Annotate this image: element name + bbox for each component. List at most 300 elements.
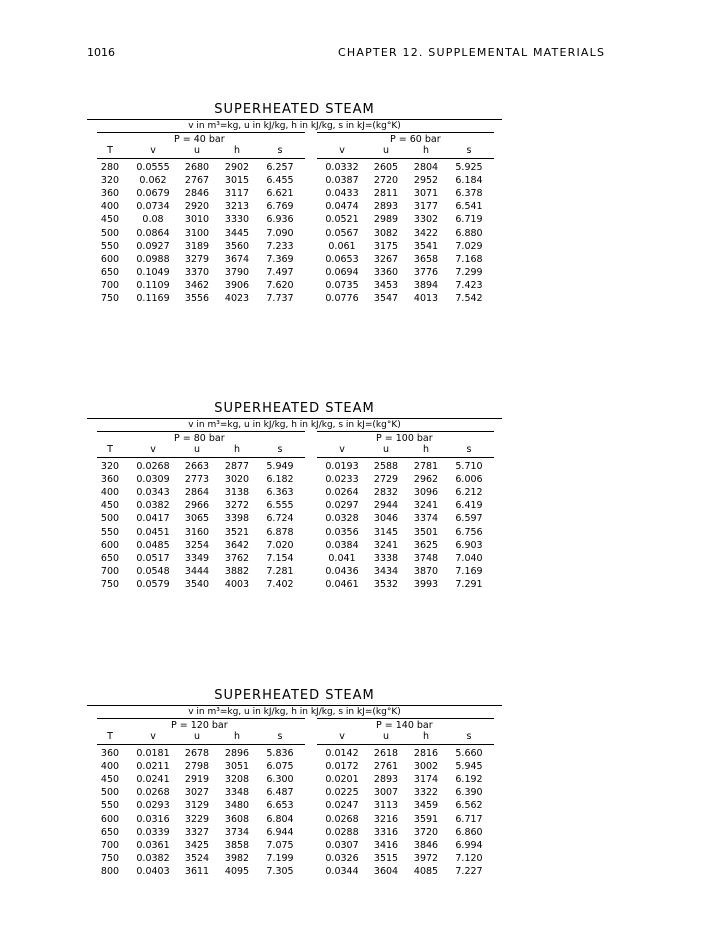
- table-cell: 6.860: [455, 826, 483, 838]
- table-cell: 7.299: [455, 266, 483, 278]
- table-cell: 3608: [224, 813, 250, 825]
- table-cell: 3241: [373, 539, 399, 551]
- table-cell: 6.075: [266, 761, 294, 773]
- table-cell: 2767: [184, 175, 210, 187]
- table-cell: 3515: [373, 852, 399, 864]
- table-cell: 6.719: [455, 214, 483, 226]
- table-title: [87, 401, 502, 416]
- table-cell: 0.0316: [136, 813, 170, 825]
- table-cell: 7.154: [266, 552, 294, 564]
- table-cell: 6.455: [266, 175, 294, 187]
- column-header: s: [277, 145, 283, 156]
- table-cell: 6.936: [266, 214, 294, 226]
- table-cell: 3208: [224, 774, 250, 786]
- table-cell: 0.062: [139, 175, 167, 187]
- table-cell: 2729: [373, 474, 399, 486]
- table-cell: 3480: [224, 800, 250, 812]
- rule-top: [87, 418, 502, 419]
- table-cell: 6.878: [266, 526, 294, 538]
- table-cell: 3189: [184, 240, 210, 252]
- table-cell: 2846: [184, 188, 210, 200]
- column-header: h: [422, 444, 430, 455]
- table-cell: 3720: [413, 826, 439, 838]
- table-cell: 2962: [413, 474, 439, 486]
- table-cell: 0.0461: [325, 578, 359, 590]
- table-cell: 6.192: [455, 774, 483, 786]
- table-cell: 600: [100, 813, 120, 825]
- table-cell: 0.0356: [325, 526, 359, 538]
- table-cell: 2893: [373, 201, 399, 213]
- table-cell: 3547: [373, 293, 399, 304]
- table-cell: 0.0735: [325, 279, 359, 291]
- table-cell: 750: [100, 578, 120, 590]
- table-cell: 360: [100, 188, 120, 200]
- table-cell: 6.944: [266, 826, 294, 838]
- table-cell: 2902: [224, 162, 250, 173]
- table-cell: 0.0694: [325, 266, 359, 278]
- table-cell: 3272: [224, 500, 250, 512]
- table-cell: 3501: [413, 526, 439, 538]
- steam-table-3: [87, 688, 502, 885]
- table-cell: 0.0433: [325, 188, 359, 200]
- table-cell: 6.717: [455, 813, 483, 825]
- table-cell: 0.0474: [325, 201, 359, 213]
- right-pressure-label: P = 60 bar: [390, 134, 441, 145]
- table-cell: 0.0382: [136, 500, 170, 512]
- table-cell: 2919: [184, 774, 210, 786]
- column-header: T: [107, 731, 113, 742]
- table-cell: 3374: [413, 513, 439, 525]
- table-cell: 3611: [184, 865, 210, 877]
- table-cell: 3674: [224, 253, 250, 265]
- table-title-text: SUPERHEATED STEAM: [214, 102, 375, 117]
- column-header: u: [193, 145, 201, 156]
- table-cell: 2588: [373, 461, 399, 472]
- table-cell: 700: [100, 565, 120, 577]
- table-cell: 0.0517: [136, 552, 170, 564]
- column-header: u: [382, 145, 390, 156]
- table-cell: 3007: [373, 787, 399, 799]
- table-cell: 3327: [184, 826, 210, 838]
- rule-left-pressure: [97, 718, 305, 719]
- table-cell: 0.0403: [136, 865, 170, 877]
- table-cell: 3160: [184, 526, 210, 538]
- table-cell: 6.184: [455, 175, 483, 187]
- table-cell: 3906: [224, 279, 250, 291]
- table-cell: 5.945: [455, 761, 483, 773]
- column-header: u: [382, 444, 390, 455]
- table-cell: 5.836: [266, 748, 294, 759]
- table-cell: 0.0679: [136, 188, 170, 200]
- table-cell: 0.0332: [325, 162, 359, 173]
- chapter-title: CHAPTER 12. SUPPLEMENTAL MATERIALS: [338, 46, 606, 59]
- table-cell: 6.390: [455, 787, 483, 799]
- table-cell: 0.1109: [136, 279, 170, 291]
- table-cell: 3279: [184, 253, 210, 265]
- table-cell: 2680: [184, 162, 210, 173]
- table-cell: 3174: [413, 774, 439, 786]
- table-cell: 360: [100, 474, 120, 486]
- table-cell: 7.029: [455, 240, 483, 252]
- table-cell: 3046: [373, 513, 399, 525]
- table-cell: 2989: [373, 214, 399, 226]
- table-cell: 3065: [184, 513, 210, 525]
- table-cell: 0.0297: [325, 500, 359, 512]
- table-cell: 3302: [413, 214, 439, 226]
- column-header: u: [193, 444, 201, 455]
- table-cell: 5.660: [455, 748, 483, 759]
- table-cell: 0.0548: [136, 565, 170, 577]
- table-cell: 3444: [184, 565, 210, 577]
- table-cell: 700: [100, 839, 120, 851]
- table-cell: 2761: [373, 761, 399, 773]
- table-cell: 0.0361: [136, 839, 170, 851]
- table-cell: 0.0211: [136, 761, 170, 773]
- table-cell: 3858: [224, 839, 250, 851]
- table-cell: 7.120: [455, 852, 483, 864]
- table-cell: 0.0328: [325, 513, 359, 525]
- table-cell: 3145: [373, 526, 399, 538]
- table-cell: 0.0233: [325, 474, 359, 486]
- table-cell: 2944: [373, 500, 399, 512]
- table-cell: 6.487: [266, 787, 294, 799]
- table-cell: 4095: [224, 865, 250, 877]
- table-cell: 2952: [413, 175, 439, 187]
- rule-header-left: [97, 457, 305, 458]
- table-cell: 280: [100, 162, 120, 173]
- table-cell: 6.363: [266, 487, 294, 499]
- column-header: s: [277, 731, 283, 742]
- column-header: v: [150, 731, 156, 742]
- table-cell: 3267: [373, 253, 399, 265]
- steam-table-1: [87, 102, 502, 312]
- column-header: v: [339, 145, 345, 156]
- table-cell: 3972: [413, 852, 439, 864]
- units-line: v in m³=kg, u in kJ/kg, h in kJ/kg, s in kJ=(kg°K): [188, 420, 401, 430]
- rule-left-pressure: [97, 431, 305, 432]
- table-cell: 2832: [373, 487, 399, 499]
- table-cell: 7.423: [455, 279, 483, 291]
- rule-header-left: [97, 744, 305, 745]
- table-cell: 450: [100, 774, 120, 786]
- table-cell: 3322: [413, 787, 439, 799]
- table-cell: 3138: [224, 487, 250, 499]
- table-cell: 0.0653: [325, 253, 359, 265]
- steam-table-2: [87, 401, 502, 598]
- table-cell: 0.0567: [325, 227, 359, 239]
- table-cell: 3175: [373, 240, 399, 252]
- table-cell: 0.0326: [325, 852, 359, 864]
- table-cell: 320: [100, 175, 120, 187]
- table-cell: 6.257: [266, 162, 294, 173]
- table-cell: 5.710: [455, 461, 483, 472]
- table-cell: 450: [100, 214, 120, 226]
- table-cell: 0.08: [142, 214, 164, 226]
- table-cell: 2605: [373, 162, 399, 173]
- table-cell: 6.597: [455, 513, 483, 525]
- table-cell: 3416: [373, 839, 399, 851]
- rule-header-right: [317, 158, 494, 159]
- table-cell: 3762: [224, 552, 250, 564]
- column-header: v: [150, 444, 156, 455]
- table-cell: 400: [100, 487, 120, 499]
- table-cell: 0.041: [328, 552, 356, 564]
- table-cell: 6.300: [266, 774, 294, 786]
- table-cell: 3229: [184, 813, 210, 825]
- table-cell: 0.1049: [136, 266, 170, 278]
- table-cell: 2893: [373, 774, 399, 786]
- table-cell: 2678: [184, 748, 210, 759]
- table-cell: 0.0268: [136, 787, 170, 799]
- table-cell: 6.562: [455, 800, 483, 812]
- rule-right-pressure: [317, 431, 494, 432]
- table-cell: 7.168: [455, 253, 483, 265]
- table-cell: 550: [100, 240, 120, 252]
- table-cell: 0.1169: [136, 293, 170, 304]
- left-pressure-label: P = 40 bar: [174, 134, 225, 145]
- table-cell: 7.305: [266, 865, 294, 877]
- table-cell: 0.061: [328, 240, 356, 252]
- table-cell: 3776: [413, 266, 439, 278]
- table-cell: 700: [100, 279, 120, 291]
- page-number: 1016: [87, 46, 115, 59]
- column-header: h: [233, 731, 241, 742]
- table-cell: 400: [100, 201, 120, 213]
- table-cell: 0.0268: [325, 813, 359, 825]
- table-cell: 3882: [224, 565, 250, 577]
- table-cell: 2816: [413, 748, 439, 759]
- table-cell: 3002: [413, 761, 439, 773]
- table-cell: 6.541: [455, 201, 483, 213]
- column-header: T: [107, 145, 113, 156]
- table-cell: 7.169: [455, 565, 483, 577]
- table-cell: 500: [100, 227, 120, 239]
- table-cell: 3398: [224, 513, 250, 525]
- table-cell: 360: [100, 748, 120, 759]
- table-cell: 3241: [413, 500, 439, 512]
- table-cell: 3254: [184, 539, 210, 551]
- rule-top: [87, 119, 502, 120]
- table-cell: 0.0436: [325, 565, 359, 577]
- table-cell: 4023: [224, 293, 250, 304]
- table-cell: 6.182: [266, 474, 294, 486]
- table-cell: 3213: [224, 201, 250, 213]
- table-cell: 7.075: [266, 839, 294, 851]
- table-cell: 0.0384: [325, 539, 359, 551]
- table-cell: 5.949: [266, 461, 294, 472]
- table-cell: 400: [100, 761, 120, 773]
- rule-header-right: [317, 744, 494, 745]
- table-cell: 7.291: [455, 578, 483, 590]
- table-cell: 0.0193: [325, 461, 359, 472]
- table-cell: 0.0142: [325, 748, 359, 759]
- table-cell: 6.378: [455, 188, 483, 200]
- table-cell: 2720: [373, 175, 399, 187]
- table-cell: 6.903: [455, 539, 483, 551]
- table-cell: 3051: [224, 761, 250, 773]
- table-cell: 0.0451: [136, 526, 170, 538]
- table-cell: 0.0268: [136, 461, 170, 472]
- table-title: [87, 102, 502, 117]
- table-cell: 6.756: [455, 526, 483, 538]
- table-cell: 0.0417: [136, 513, 170, 525]
- table-cell: 650: [100, 826, 120, 838]
- table-cell: 600: [100, 539, 120, 551]
- table-cell: 6.994: [455, 839, 483, 851]
- table-cell: 2896: [224, 748, 250, 759]
- left-pressure-label: P = 120 bar: [171, 720, 228, 731]
- table-cell: 6.621: [266, 188, 294, 200]
- table-cell: 3658: [413, 253, 439, 265]
- table-cell: 2618: [373, 748, 399, 759]
- table-title: [87, 688, 502, 703]
- table-cell: 6.419: [455, 500, 483, 512]
- table-cell: 3532: [373, 578, 399, 590]
- table-cell: 7.497: [266, 266, 294, 278]
- units-line: v in m³=kg, u in kJ/kg, h in kJ/kg, s in kJ=(kg°K): [188, 707, 401, 717]
- table-cell: 2811: [373, 188, 399, 200]
- table-cell: 3560: [224, 240, 250, 252]
- table-cell: 0.0307: [325, 839, 359, 851]
- rule-left-pressure: [97, 132, 305, 133]
- rule-header-right: [317, 457, 494, 458]
- table-cell: 3541: [413, 240, 439, 252]
- table-cell: 600: [100, 253, 120, 265]
- table-cell: 2804: [413, 162, 439, 173]
- table-cell: 3540: [184, 578, 210, 590]
- table-cell: 0.0864: [136, 227, 170, 239]
- table-cell: 3604: [373, 865, 399, 877]
- column-header: s: [466, 731, 472, 742]
- table-cell: 6.212: [455, 487, 483, 499]
- table-cell: 7.369: [266, 253, 294, 265]
- table-cell: 3015: [224, 175, 250, 187]
- table-cell: 3348: [224, 787, 250, 799]
- column-header: v: [150, 145, 156, 156]
- rule-right-pressure: [317, 718, 494, 719]
- table-cell: 0.0927: [136, 240, 170, 252]
- table-cell: 3316: [373, 826, 399, 838]
- right-pressure-label: P = 100 bar: [376, 433, 433, 444]
- column-header: u: [382, 731, 390, 742]
- table-cell: 4013: [413, 293, 439, 304]
- table-cell: 500: [100, 787, 120, 799]
- table-cell: 7.281: [266, 565, 294, 577]
- table-cell: 3010: [184, 214, 210, 226]
- column-header: u: [193, 731, 201, 742]
- right-pressure-label: P = 140 bar: [376, 720, 433, 731]
- column-header: h: [233, 145, 241, 156]
- table-cell: 3082: [373, 227, 399, 239]
- units-line: v in m³=kg, u in kJ/kg, h in kJ/kg, s in kJ=(kg°K): [188, 121, 401, 131]
- table-cell: 0.0172: [325, 761, 359, 773]
- column-header: v: [339, 731, 345, 742]
- table-cell: 0.0201: [325, 774, 359, 786]
- table-cell: 0.0293: [136, 800, 170, 812]
- column-header: h: [422, 145, 430, 156]
- table-cell: 3117: [224, 188, 250, 200]
- table-cell: 0.0339: [136, 826, 170, 838]
- rule-header-left: [97, 158, 305, 159]
- table-cell: 3100: [184, 227, 210, 239]
- table-cell: 3129: [184, 800, 210, 812]
- table-cell: 0.0485: [136, 539, 170, 551]
- table-cell: 3524: [184, 852, 210, 864]
- table-cell: 2877: [224, 461, 250, 472]
- table-cell: 650: [100, 266, 120, 278]
- table-cell: 4085: [413, 865, 439, 877]
- table-cell: 4003: [224, 578, 250, 590]
- table-cell: 0.0225: [325, 787, 359, 799]
- table-cell: 7.542: [455, 293, 483, 304]
- table-cell: 7.040: [455, 552, 483, 564]
- table-cell: 2798: [184, 761, 210, 773]
- table-title-text: SUPERHEATED STEAM: [214, 688, 375, 703]
- left-pressure-label: P = 80 bar: [174, 433, 225, 444]
- table-cell: 0.0734: [136, 201, 170, 213]
- table-cell: 3096: [413, 487, 439, 499]
- table-cell: 3982: [224, 852, 250, 864]
- table-cell: 6.653: [266, 800, 294, 812]
- table-cell: 0.0241: [136, 774, 170, 786]
- table-cell: 650: [100, 552, 120, 564]
- table-cell: 0.0387: [325, 175, 359, 187]
- table-cell: 6.724: [266, 513, 294, 525]
- table-cell: 3020: [224, 474, 250, 486]
- column-header: T: [107, 444, 113, 455]
- table-cell: 550: [100, 800, 120, 812]
- table-cell: 3462: [184, 279, 210, 291]
- column-header: s: [277, 444, 283, 455]
- table-cell: 3521: [224, 526, 250, 538]
- table-cell: 7.737: [266, 293, 294, 304]
- table-cell: 3027: [184, 787, 210, 799]
- table-cell: 0.0344: [325, 865, 359, 877]
- table-cell: 6.006: [455, 474, 483, 486]
- table-cell: 0.0309: [136, 474, 170, 486]
- table-cell: 3870: [413, 565, 439, 577]
- table-cell: 3625: [413, 539, 439, 551]
- table-cell: 750: [100, 293, 120, 304]
- table-cell: 3790: [224, 266, 250, 278]
- table-cell: 0.0988: [136, 253, 170, 265]
- table-title-text: SUPERHEATED STEAM: [214, 401, 375, 416]
- table-cell: 7.199: [266, 852, 294, 864]
- table-cell: 3748: [413, 552, 439, 564]
- table-cell: 2864: [184, 487, 210, 499]
- table-cell: 6.880: [455, 227, 483, 239]
- table-cell: 7.227: [455, 865, 483, 877]
- rule-top: [87, 705, 502, 706]
- table-cell: 0.0382: [136, 852, 170, 864]
- table-cell: 3894: [413, 279, 439, 291]
- table-cell: 7.233: [266, 240, 294, 252]
- column-header: v: [339, 444, 345, 455]
- table-cell: 450: [100, 500, 120, 512]
- rule-right-pressure: [317, 132, 494, 133]
- table-cell: 3591: [413, 813, 439, 825]
- table-cell: 3734: [224, 826, 250, 838]
- table-cell: 3459: [413, 800, 439, 812]
- table-cell: 3453: [373, 279, 399, 291]
- table-cell: 550: [100, 526, 120, 538]
- table-cell: 500: [100, 513, 120, 525]
- column-header: s: [466, 145, 472, 156]
- table-cell: 7.402: [266, 578, 294, 590]
- table-cell: 2781: [413, 461, 439, 472]
- table-cell: 3338: [373, 552, 399, 564]
- table-cell: 0.0521: [325, 214, 359, 226]
